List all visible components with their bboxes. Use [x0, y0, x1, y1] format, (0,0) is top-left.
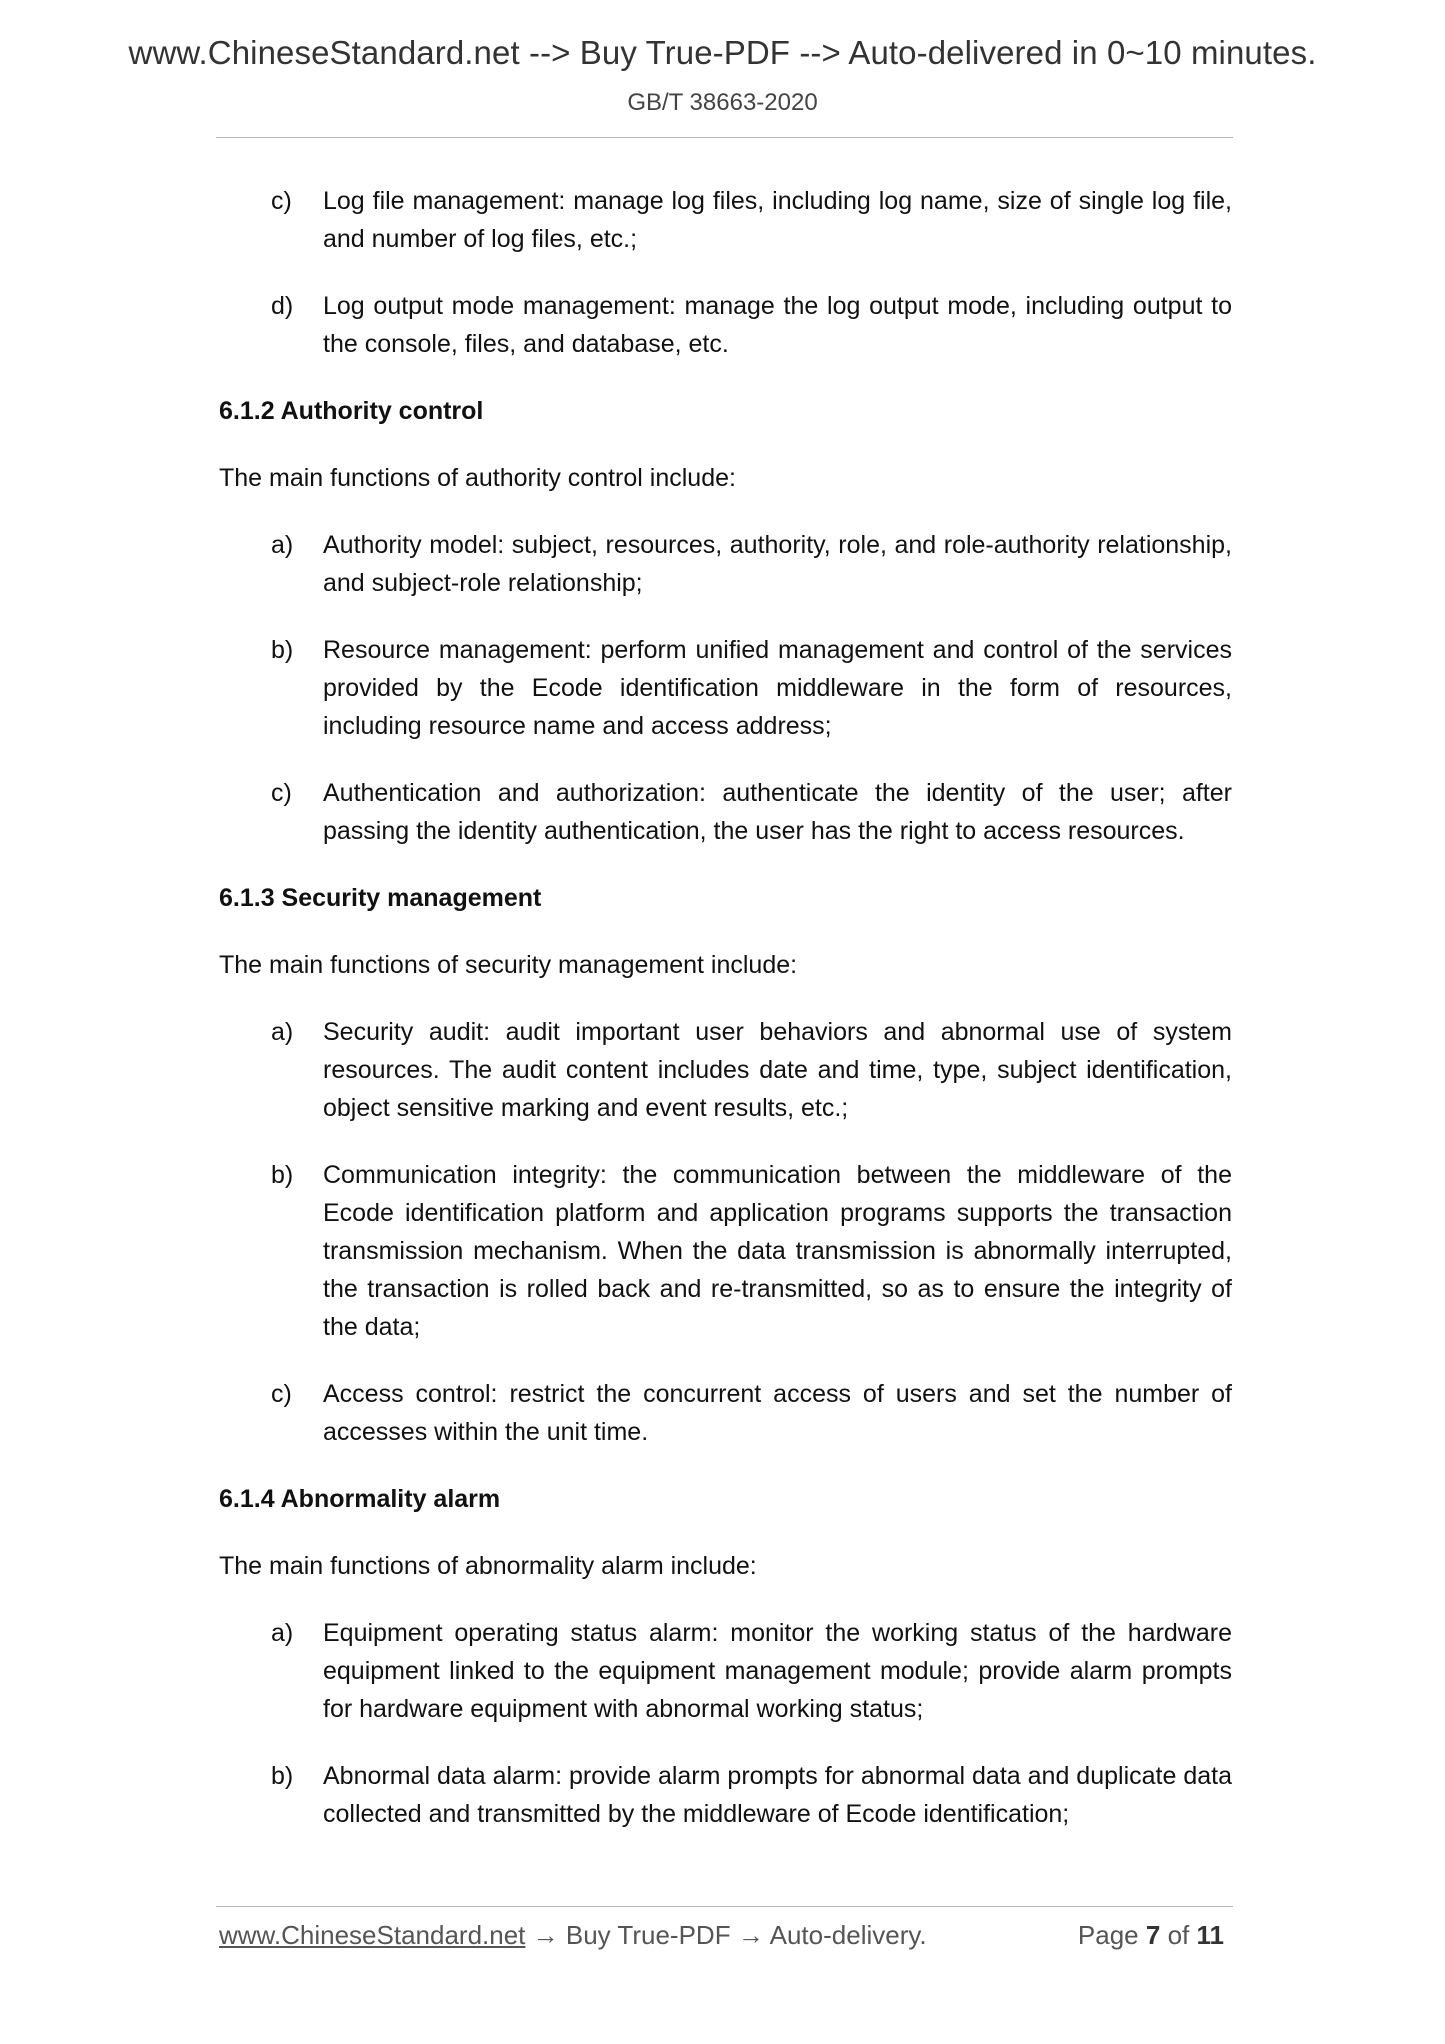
list-item: [219, 1614, 1232, 1728]
list-marker: a): [271, 531, 294, 559]
footer-divider: [216, 1906, 1233, 1907]
page-indicator: [1078, 1920, 1224, 1951]
list-marker: b): [271, 1762, 294, 1790]
page-total: 11: [1196, 1920, 1224, 1950]
list-marker: a): [271, 1619, 294, 1647]
list-item-text: Equipment operating status alarm: monitor the working status of the hardware equipment linked to the equipment management module; provide alarm prompts for hardware equipment with abnormal working status;: [323, 1619, 1232, 1723]
section-heading: 6.1.3 Security management: [219, 884, 542, 912]
list-marker: c): [271, 779, 292, 807]
list-item: [219, 1375, 1232, 1451]
list-item: [219, 1013, 1232, 1127]
page-current: 7: [1145, 1920, 1161, 1950]
section-heading: 6.1.2 Authority control: [219, 397, 484, 425]
list-marker: b): [271, 1161, 294, 1189]
standard-number: GB/T 38663-2020: [627, 89, 818, 116]
list-marker: d): [271, 292, 294, 320]
list-marker: c): [271, 1380, 292, 1408]
list-marker: b): [271, 636, 294, 664]
header-divider: [216, 137, 1233, 138]
list-item: [219, 182, 1232, 258]
list-item-text: Log file management: manage log files, including log name, size of single log file, and number of log files, etc.;: [323, 187, 1232, 253]
list-item-text: Communication integrity: the communication between the middleware of the Ecode identification platform and application programs supports the transaction transmission mechanism. When the data transmission is abnormally interrupted, the transaction is rolled back and re-transmitted, so as to ensure the integrity of the data;: [323, 1161, 1232, 1341]
footer-auto-text: Auto-delivery.: [769, 1920, 927, 1950]
list-item: [219, 631, 1232, 745]
list-item-text: Abnormal data alarm: provide alarm prompts for abnormal data and duplicate data collected and transmitted by the middleware of Ecode identification;: [323, 1762, 1232, 1828]
footer-site-link[interactable]: www.ChineseStandard.net: [219, 1920, 526, 1950]
footer-promo: [219, 1920, 927, 1951]
list-item: [219, 1757, 1232, 1833]
section-heading: 6.1.4 Abnormality alarm: [219, 1485, 501, 1513]
list-marker: c): [271, 187, 292, 215]
list-item-text: Authentication and authorization: authenticate the identity of the user; after passing the identity authentication, the user has the right to access resources.: [323, 779, 1232, 845]
section-intro: The main functions of security management include:: [219, 951, 798, 979]
section-intro: The main functions of authority control include:: [219, 464, 736, 492]
list-item-text: Authority model: subject, resources, authority, role, and role-authority relationship, and subject-role relationship;: [323, 531, 1232, 597]
list-item-text: Log output mode management: manage the log output mode, including output to the console, files, and database, etc.: [323, 292, 1232, 358]
section-intro: The main functions of abnormality alarm include:: [219, 1552, 757, 1580]
footer-buy-text: Buy True-PDF: [565, 1920, 731, 1950]
arrow-right-icon: →: [532, 1920, 559, 1950]
document-body: [219, 182, 1232, 1862]
top-banner: www.ChineseStandard.net --> Buy True-PDF --> Auto-delivered in 0~10 minutes.: [128, 34, 1317, 71]
list-item: [219, 1156, 1232, 1346]
list-item: [219, 774, 1232, 850]
list-item-text: Security audit: audit important user behaviors and abnormal use of system resources. The audit content includes date and time, type, subject identification, object sensitive marking and event results, etc.;: [323, 1018, 1232, 1122]
list-marker: a): [271, 1018, 294, 1046]
list-item: [219, 526, 1232, 602]
list-item: [219, 287, 1232, 363]
page-label: Page: [1077, 1920, 1139, 1950]
list-item-text: Resource management: perform unified management and control of the services provided by the Ecode identification middleware in the form of resources, including resource name and access address;: [323, 636, 1232, 740]
list-item-text: Access control: restrict the concurrent access of users and set the number of accesses within the unit time.: [323, 1380, 1232, 1446]
page-footer: [219, 1920, 1232, 1960]
of-label: of: [1167, 1920, 1190, 1950]
arrow-right-icon: →: [737, 1920, 764, 1950]
